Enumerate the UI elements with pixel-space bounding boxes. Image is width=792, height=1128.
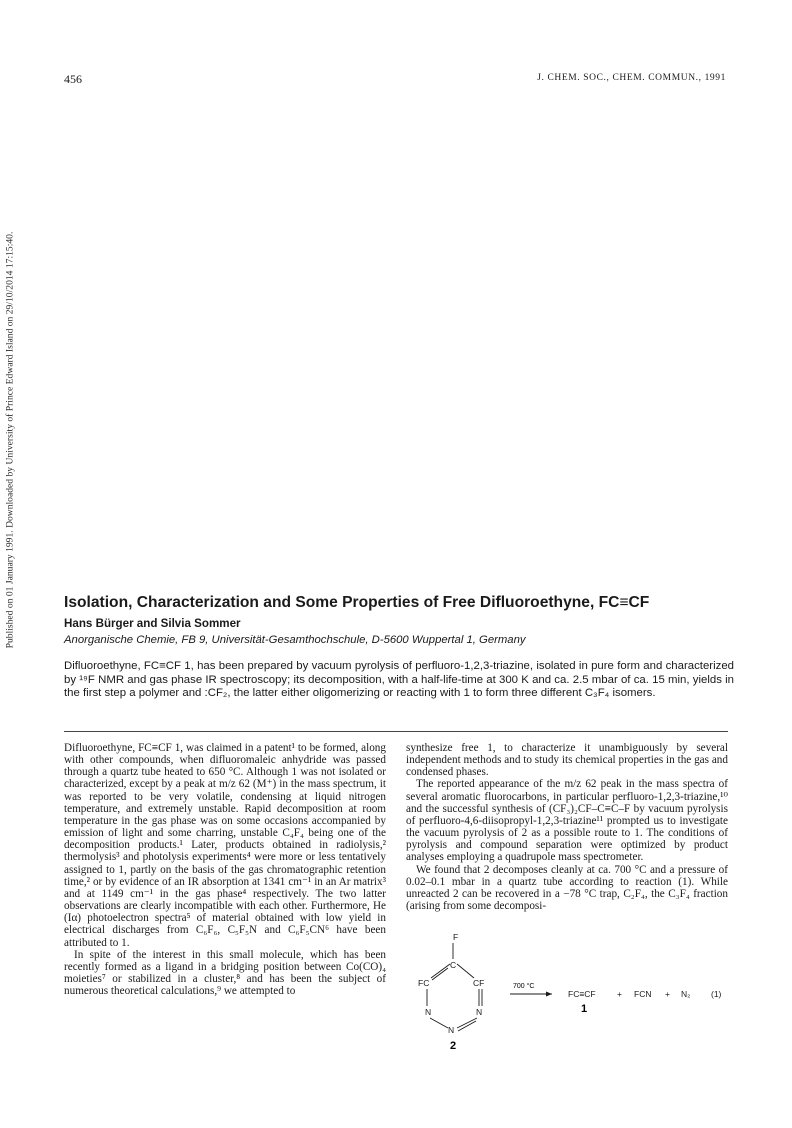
body-paragraph: Difluoroethyne, FC≡CF 1, was claimed in a patent¹ to be formed, along with other compounds, when difluoromaleic anhydride was passed through a quartz tube heated to 650 °C. Although 1 was not isolated or characterized, except by a peak at m/z 62 (M⁺) in the mass spectrum, it was reported to be very volatile, condensing at liquid nitrogen temperature, and extremely unstable. Rapid decomposition at room temperature in the gas phase was on some occasions accompanied by emission of light and some charring, unstable C₄F₄ being one of the decomposition products.¹ Later, products obtained in radiolysis,² thermolysis³ and photolysis experiments⁴ were more or less tentatively assigned to 1, partly on the basis of the gas chromatographic retention time,² or by evidence of an IR absorption at 1341 cm⁻¹ in an Ar matrix³ and at 1149 cm⁻¹ in the gas phase⁴ respectively. The two latter observations are clearly incompatible with each other. Furthermore, He (Iα) photoelectron spectra⁵ of material obtained with low yield in electrical discharges from C₆F₆, C₅F₅N and C₆F₅CN⁶ have been attributed to 1. — [64, 742, 386, 949]
ring-nitrogen-bottom: N — [448, 1025, 455, 1035]
reaction-condition: 700 °C — [513, 983, 535, 990]
reaction-arrowhead — [546, 992, 552, 997]
abstract-divider — [64, 731, 728, 732]
download-watermark — [2, 170, 18, 710]
equation-number: (1) — [711, 989, 722, 999]
body-column-right — [406, 742, 728, 912]
reaction-scheme-graphic — [406, 932, 736, 1052]
product-fcn: FCN — [634, 989, 652, 999]
ring-nitrogen-left: N — [425, 1007, 432, 1017]
article-title: Isolation, Characterization and Some Properties of Free Difluoroethyne, FC≡CF — [64, 594, 650, 611]
ring-carbon-right: CF — [473, 978, 485, 988]
reaction-scheme — [406, 932, 736, 1052]
plus-sign: + — [665, 989, 670, 999]
compound-1-label: 1 — [581, 1003, 588, 1015]
body-paragraph: We found that 2 decomposes cleanly at ca. 700 °C and a pressure of 0.02–0.1 mbar in a quartz tube according to reaction (1). While unreacted 2 can be recovered in a −78 °C trap, C₂F₄, the C₃F₄ fraction (arising from some decomposi- — [406, 863, 728, 913]
ring-carbon-left: FC — [418, 978, 430, 988]
ring-substituent-f: F — [453, 932, 459, 942]
body-paragraph: The reported appearance of the m/z 62 peak in the mass spectra of several aromatic fluorocarbons, in particular perfluoro-1,2,3-triazine,¹⁰ and the successful synthesis of (CF₃)₂CF–C≡C–F by vacuum pyrolysis of perfluoro-4,6-diisopropyl-1,2,3-triazine¹¹ prompted us to investigate the vacuum pyrolysis of 2 as a possible route to 1. The conditions of pyrolysis and compound separation were optimized by product analyses employing a quadrupole mass spectrometer. — [406, 778, 728, 864]
download-note-text: Published on 01 January 1991. Downloaded by University of Prince Edward Island on 29/10/2014 17:15:40. — [4, 231, 16, 649]
ring-nitrogen-right: N — [476, 1007, 483, 1017]
product-difluoroethyne: FC≡CF — [568, 989, 596, 999]
article-authors: Hans Bürger and Silvia Sommer — [64, 617, 241, 630]
compound-2-label: 2 — [450, 1040, 457, 1052]
article-affiliation: Anorganische Chemie, FB 9, Universität-Gesamthochschule, D-5600 Wuppertal 1, Germany — [64, 634, 526, 646]
body-paragraph: In spite of the interest in this small molecule, which has been recently formed as a ligand in a bridging position between Co(CO)₄ moieties⁷ or stabilized in a cluster,⁸ and has been the subject of numerous theoretical calculations,⁹ we attempted to — [64, 948, 386, 998]
article-abstract: Difluoroethyne, FC≡CF 1, has been prepared by vacuum pyrolysis of perfluoro-1,2,3-triazine, isolated in pure form and characterized by ¹⁹F NMR and gas phase IR spectroscopy; its decomposition, with a half-life-time at 300 K and ca. 2.5 mbar of ca. 15 min, yields in the first step a polymer and :CF₂, the latter either oligomerizing or reacting with 1 to form three different C₃F₄ isomers. — [64, 660, 734, 700]
running-head: J. CHEM. SOC., CHEM. COMMUN., 1991 — [537, 73, 726, 83]
product-nitrogen: N₂ — [681, 989, 691, 999]
ring-carbon-top: C — [450, 960, 457, 970]
body-paragraph: synthesize free 1, to characterize it unambiguously by several independent methods and to study its chemical properties in the gas and condensed phases. — [406, 742, 728, 779]
page-number: 456 — [64, 72, 82, 86]
plus-sign: + — [617, 989, 622, 999]
body-column-left — [64, 742, 386, 997]
